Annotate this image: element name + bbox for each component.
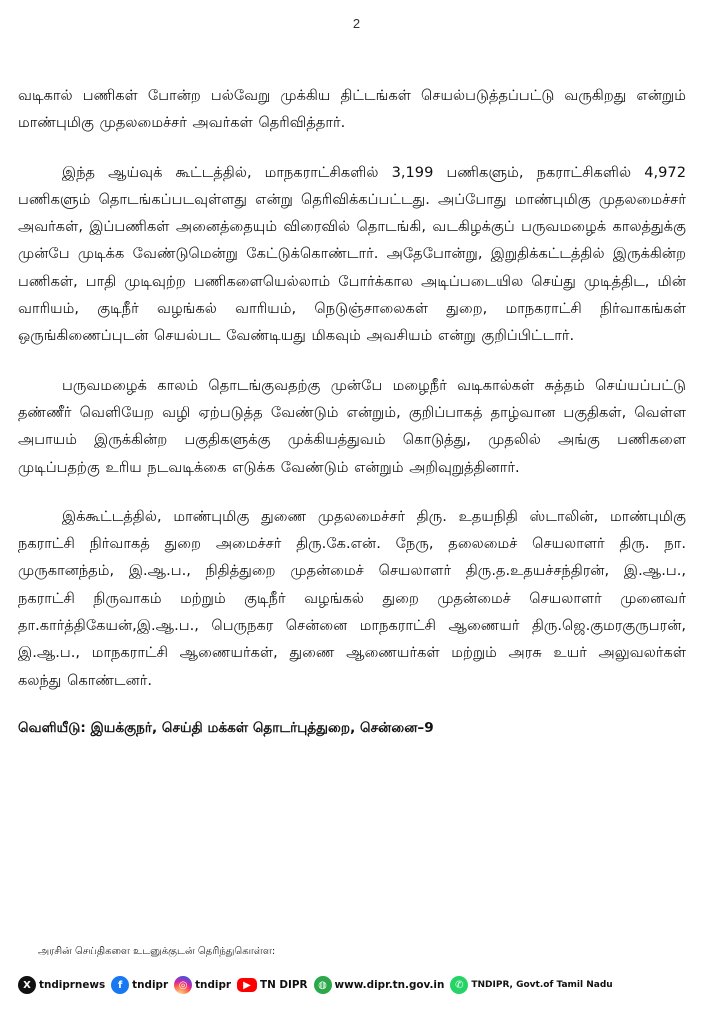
social-link-website[interactable] xyxy=(314,976,445,994)
paragraph-4: இக்கூட்டத்தில், மாண்புமிகு துணை முதலமைச்சர் திரு. உதயநிதி ஸ்டாலின், மாண்புமிகு நகராட்சி நிர்வாகத் துறை அமைச்சர் திரு.கே.என். நேரு, தலைமைச் செயலாளர் திரு. நா. முருகானந்தம், இ.ஆ.ப., நிதித்துறை முதன்மைச் செயலாளர் திரு.த.உதயச்சந்திரன், இ.ஆ.ப., நகராட்சி நிருவாகம் மற்றும் குடிநீர் வழங்கல் துறை முதன்மைச் செயலாளர் முனைவர் தா.கார்த்திகேயன்,இ.ஆ.ப., பெருநகர சென்னை மாநகராட்சி ஆணையர் திரு.ஜெ.குமரகுருபரன், இ.ஆ.ப., மாநகராட்சி ஆணையர்கள், துணை ஆணையர்கள் மற்றும் அரசு உயர் அலுவலர்கள் கலந்து கொண்டனர். xyxy=(18,507,686,689)
social-link-youtube[interactable] xyxy=(237,978,308,992)
whatsapp-icon: ✆ xyxy=(450,976,468,994)
paragraph-2: இந்த ஆய்வுக் கூட்டத்தில், மாநகராட்சிகளில் 3,199 பணிகளும், நகராட்சிகளில் 4,972 பணிகளும் தொடங்கப்படவுள்ளது என்று தெரிவிக்கப்பட்டது. அப்போது மாண்புமிகு முதலமைச்சர் அவர்கள், இப்பணிகள் அனைத்தையும் விரைவில் தொடங்கி, வடகிழக்குப் பருவமழைக் காலத்துக்கு முன்பே முடிக்க வேண்டுமென்று கேட்டுக்கொண்டார். அதேபோன்று, இறுதிக்கட்டத்தில் இருக்கின்ற பணிகள், பாதி முடிவுற்ற பணிகளையெல்லாம் போர்க்கால அடிப்படையில செய்து முடித்திட, மின் வாரியம், குடிநீர் வழங்கல் வாரியம், நெடுஞ்சாலைகள் துறை, மாநகராட்சி நிர்வாகங்கள் ஒருங்கிணைப்புடன் செயல்பட வேண்டியது மிகவும் அவசியம் என்று குறிப்பிட்டார். xyxy=(18,163,686,345)
social-label: www.dipr.tn.gov.in xyxy=(334,979,445,991)
x-icon: X xyxy=(18,976,36,994)
social-label: TNDIPR, Govt.of Tamil Nadu xyxy=(471,980,613,990)
paragraph-1: வடிகால் பணிகள் போன்ற பல்வேறு முக்கிய திட்டங்கள் செயல்படுத்தப்பட்டு வருகிறது என்றும் மாண்புமிகு முதலமைச்சர் அவர்கள் தெரிவித்தார். xyxy=(18,87,686,132)
release-line: வெளியீடு: இயக்குநர், செய்தி மக்கள் தொடர்புத்துறை, சென்னை–9 xyxy=(18,719,434,736)
footer xyxy=(18,946,698,994)
instagram-icon: ◎ xyxy=(174,976,192,994)
social-links xyxy=(18,976,698,994)
globe-icon: ◍ xyxy=(314,976,332,994)
facebook-icon: f xyxy=(111,976,129,994)
social-link-instagram[interactable] xyxy=(174,976,231,994)
social-label: tndiprnews xyxy=(39,979,106,991)
youtube-icon: ▶ xyxy=(237,978,257,992)
social-link-facebook[interactable] xyxy=(111,976,168,994)
footer-caption: அரசின் செய்திகளை உடனுக்குடன் தெரிந்துகொள்ள: xyxy=(38,946,276,957)
social-link-x[interactable] xyxy=(18,976,105,994)
social-label: TN DIPR xyxy=(260,979,308,991)
social-link-whatsapp[interactable] xyxy=(450,976,612,994)
social-label: tndipr xyxy=(132,979,169,991)
social-label: tndipr xyxy=(195,979,232,991)
paragraph-3: பருவமழைக் காலம் தொடங்குவதற்கு முன்பே மழைநீர் வடிகால்கள் சுத்தம் செய்யப்பட்டு தண்ணீர் வெளியேற வழி ஏற்படுத்த வேண்டும் என்றும், குறிப்பாகத் தாழ்வான பகுதிகள், வெள்ள அபாயம் இருக்கின்ற பகுதிகளுக்கு முக்கியத்துவம் கொடுத்து, முதலில் அங்கு பணிகளை முடிப்பதற்கு உரிய நடவடிக்கை எடுக்க வேண்டும் என்றும் அறிவுறுத்தினார். xyxy=(18,376,686,476)
document-body xyxy=(18,82,686,740)
page-number: 2 xyxy=(352,16,361,31)
